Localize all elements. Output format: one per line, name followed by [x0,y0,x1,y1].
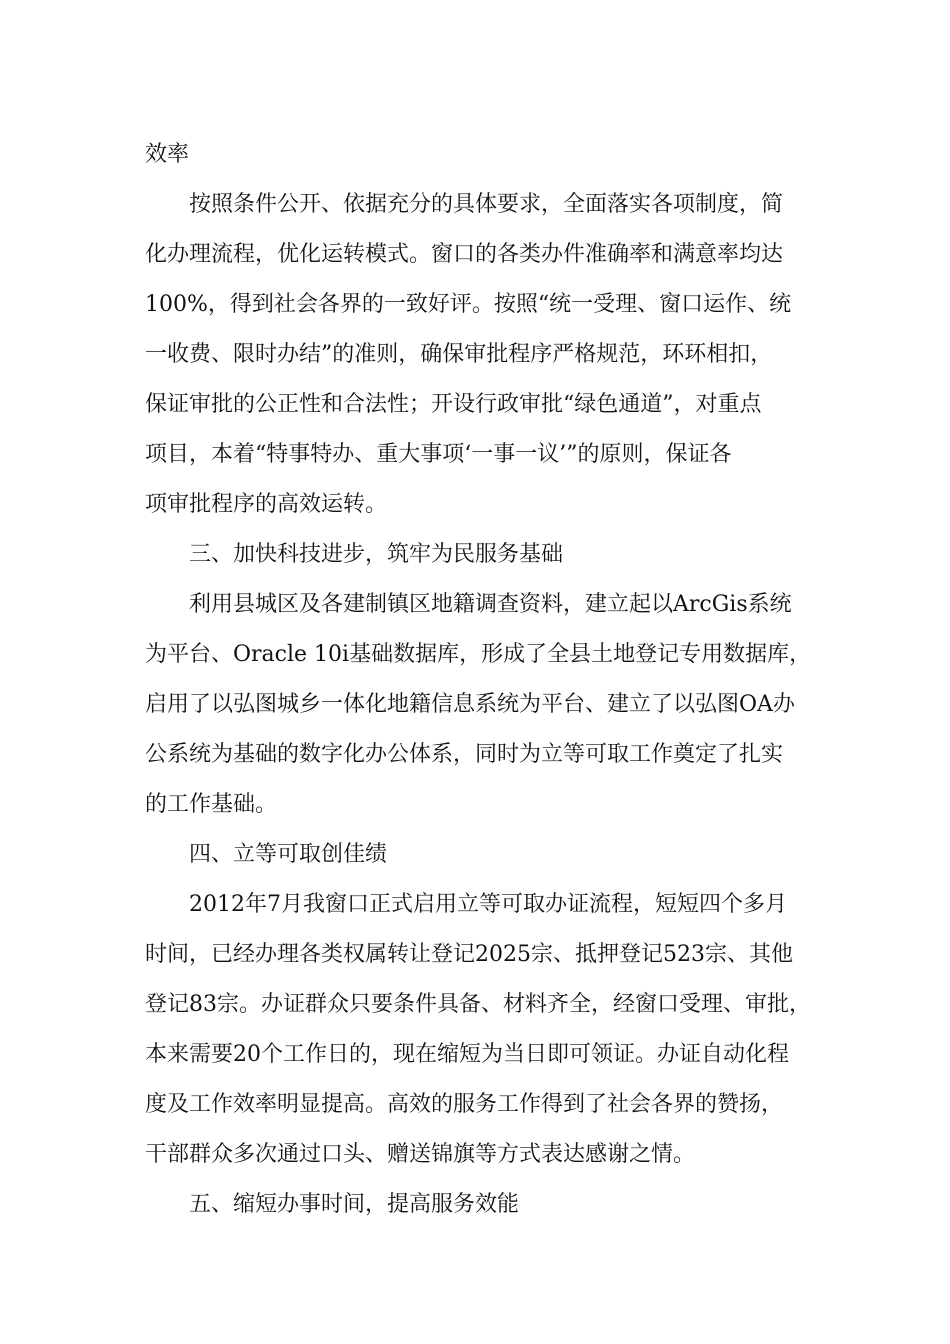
text-line: 四、立等可取创佳绩 [189,842,388,867]
text-line: 利用县城区及各建制镇区地籍调查资料，建立起以ArcGis系统 [189,592,792,617]
text-line: 项目，本着“特事特办、重大事项‘一事一议’”的原则，保证各 [145,442,732,467]
text-line: 启用了以弘图城乡一体化地籍信息系统为平台、建立了以弘图OA办 [145,692,795,717]
text-line: 时间，已经办理各类权属转让登记2025宗、抵押登记523宗、其他 [145,942,793,967]
text-line: 按照条件公开、依据充分的具体要求，全面落实各项制度，简 [189,192,784,217]
text-line: 2012年7月我窗口正式启用立等可取办证流程，短短四个多月 [189,892,787,917]
text-line: 干部群众多次通过口头、赠送锦旗等方式表达感谢之情。 [145,1142,696,1167]
text-line: 100%，得到社会各界的一致好评。按照“统一受理、窗口运作、统 [145,292,792,317]
text-line: 保证审批的公正性和合法性；开设行政审批“绿色通道”，对重点 [145,392,762,417]
text-line: 度及工作效率明显提高。高效的服务工作得到了社会各界的赞扬， [145,1092,784,1117]
text-line: 为平台、Oracle 10i基础数据库，形成了全县土地登记专用数据库， [145,642,812,667]
text-line: 一收费、限时办结”的准则，确保审批程序严格规范，环环相扣， [145,342,773,367]
text-line: 本来需要20个工作日的，现在缩短为当日即可领证。办证自动化程 [145,1042,789,1067]
text-line: 的工作基础。 [145,792,278,817]
text-line: 五、缩短办事时间，提高服务效能 [189,1192,520,1217]
document-body [145,130,825,1230]
text-line: 公系统为基础的数字化办公体系，同时为立等可取工作奠定了扎实 [145,742,784,767]
text-line: 效率 [145,142,190,167]
text-line: 三、加快科技进步，筑牢为民服务基础 [189,542,564,567]
text-line: 登记83宗。办证群众只要条件具备、材料齐全，经窗口受理、审批， [145,992,811,1017]
text-line: 项审批程序的高效运转。 [145,492,388,517]
text-line: 化办理流程，优化运转模式。窗口的各类办件准确率和满意率均达 [145,242,784,267]
